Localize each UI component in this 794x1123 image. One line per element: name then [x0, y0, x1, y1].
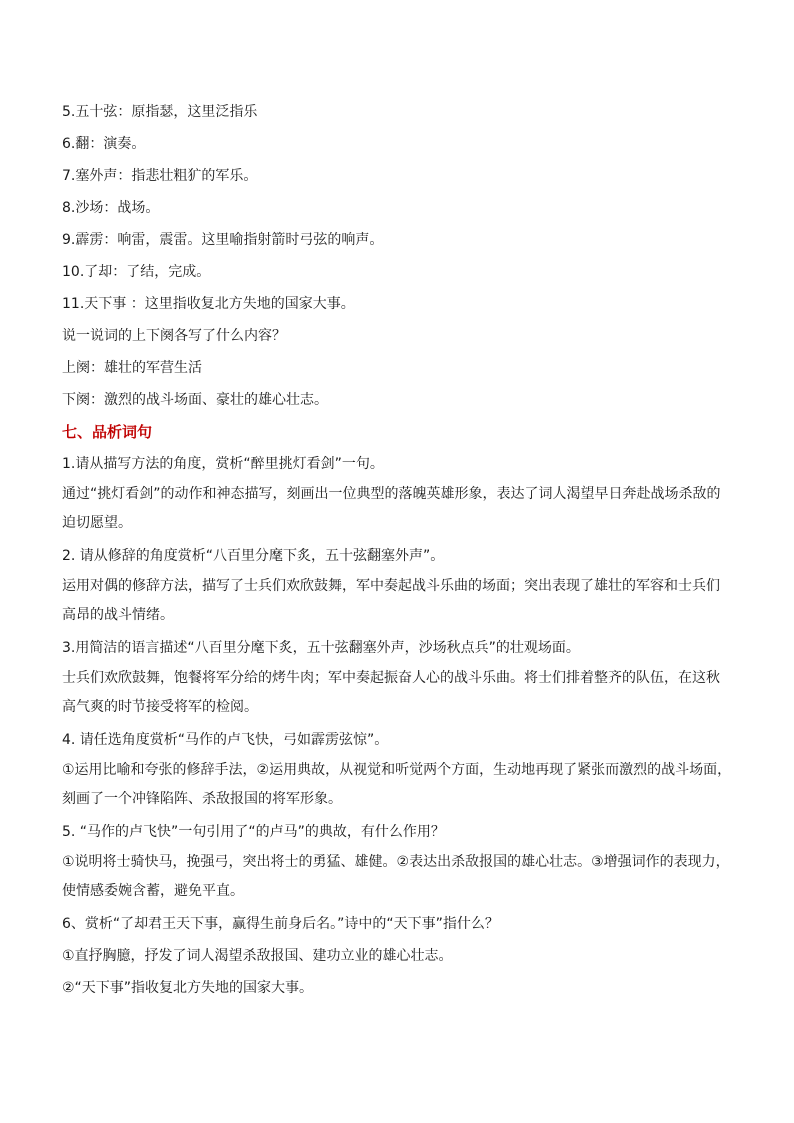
answer-6-continued: ②“天下事”指收复北方失地的国家大事。: [62, 980, 314, 996]
document-page: [62, 96, 732, 1004]
answer-2: 运用对偶的修辞方法，描写了士兵们欢欣鼓舞，军中奏起战斗乐曲的场面；突出表现了雄壮的军容和士兵们高昂的战斗情绪。: [62, 578, 720, 623]
note-line: 9.霹雳：响雷，震雷。这里喻指射箭时弓弦的响声。: [62, 232, 384, 248]
question-4: 4. 请任选角度赏析“马作的卢飞快，弓如霹雳弦惊”。: [62, 732, 389, 748]
question-5: 5. “马作的卢飞快”一句引用了“的卢马”的典故，有什么作用？: [62, 824, 445, 840]
question-6: 6、赏析“了却君王天下事，赢得生前身后名。”诗中的“天下事”指什么？: [62, 916, 499, 932]
answer-6: ①直抒胸臆，抒发了词人渴望杀敌报国、建功立业的雄心壮志。: [62, 948, 453, 964]
summary-upper: 上阕：雄壮的军营生活: [62, 360, 202, 376]
question-1: 1.请从描写方法的角度，赏析“醉里挑灯看剑”一句。: [62, 456, 384, 472]
summary-question: 说一说词的上下阕各写了什么内容？: [62, 328, 286, 344]
answer-3: 士兵们欢欣鼓舞，饱餐将军分给的烤牛肉；军中奏起振奋人心的战斗乐曲。将士们排着整齐的队伍，在这秋高气爽的时节接受将军的检阅。: [62, 670, 720, 715]
question-3: 3.用简洁的语言描述“八百里分麾下炙，五十弦翻塞外声，沙场秋点兵”的壮观场面。: [62, 640, 580, 656]
note-line: 8.沙场：战场。: [62, 200, 160, 216]
note-line: 11.天下事 ：这里指收复北方失地的国家大事。: [62, 296, 355, 312]
note-line: 10.了却：了结，完成。: [62, 264, 211, 280]
answer-5: ①说明将士骑快马，挽强弓，突出将士的勇猛、雄健。②表达出杀敌报国的雄心壮志。③增强词作的表现力，使情感委婉含蓄，避免平直。: [62, 854, 730, 899]
note-line: 7.塞外声：指悲壮粗犷的军乐。: [62, 168, 258, 184]
note-line: 6.翻：演奏。: [62, 136, 146, 152]
answer-1: 通过“挑灯看剑”的动作和神态描写，刻画出一位典型的落魄英雄形象，表达了词人渴望早日奔赴战场杀敌的迫切愿望。: [62, 486, 721, 531]
question-2: 2. 请从修辞的角度赏析“八百里分麾下炙，五十弦翻塞外声”。: [62, 548, 445, 564]
note-line: 5.五十弦：原指瑟，这里泛指乐: [62, 104, 258, 120]
section-title: 七、品析词句: [62, 423, 153, 441]
summary-lower: 下阕：激烈的战斗场面、豪壮的雄心壮志。: [62, 392, 328, 408]
answer-4: ①运用比喻和夸张的修辞手法，②运用典故，从视觉和听觉两个方面，生动地再现了紧张而激烈的战斗场面，刻画了一个冲锋陷阵、杀敌报国的将军形象。: [62, 762, 732, 807]
